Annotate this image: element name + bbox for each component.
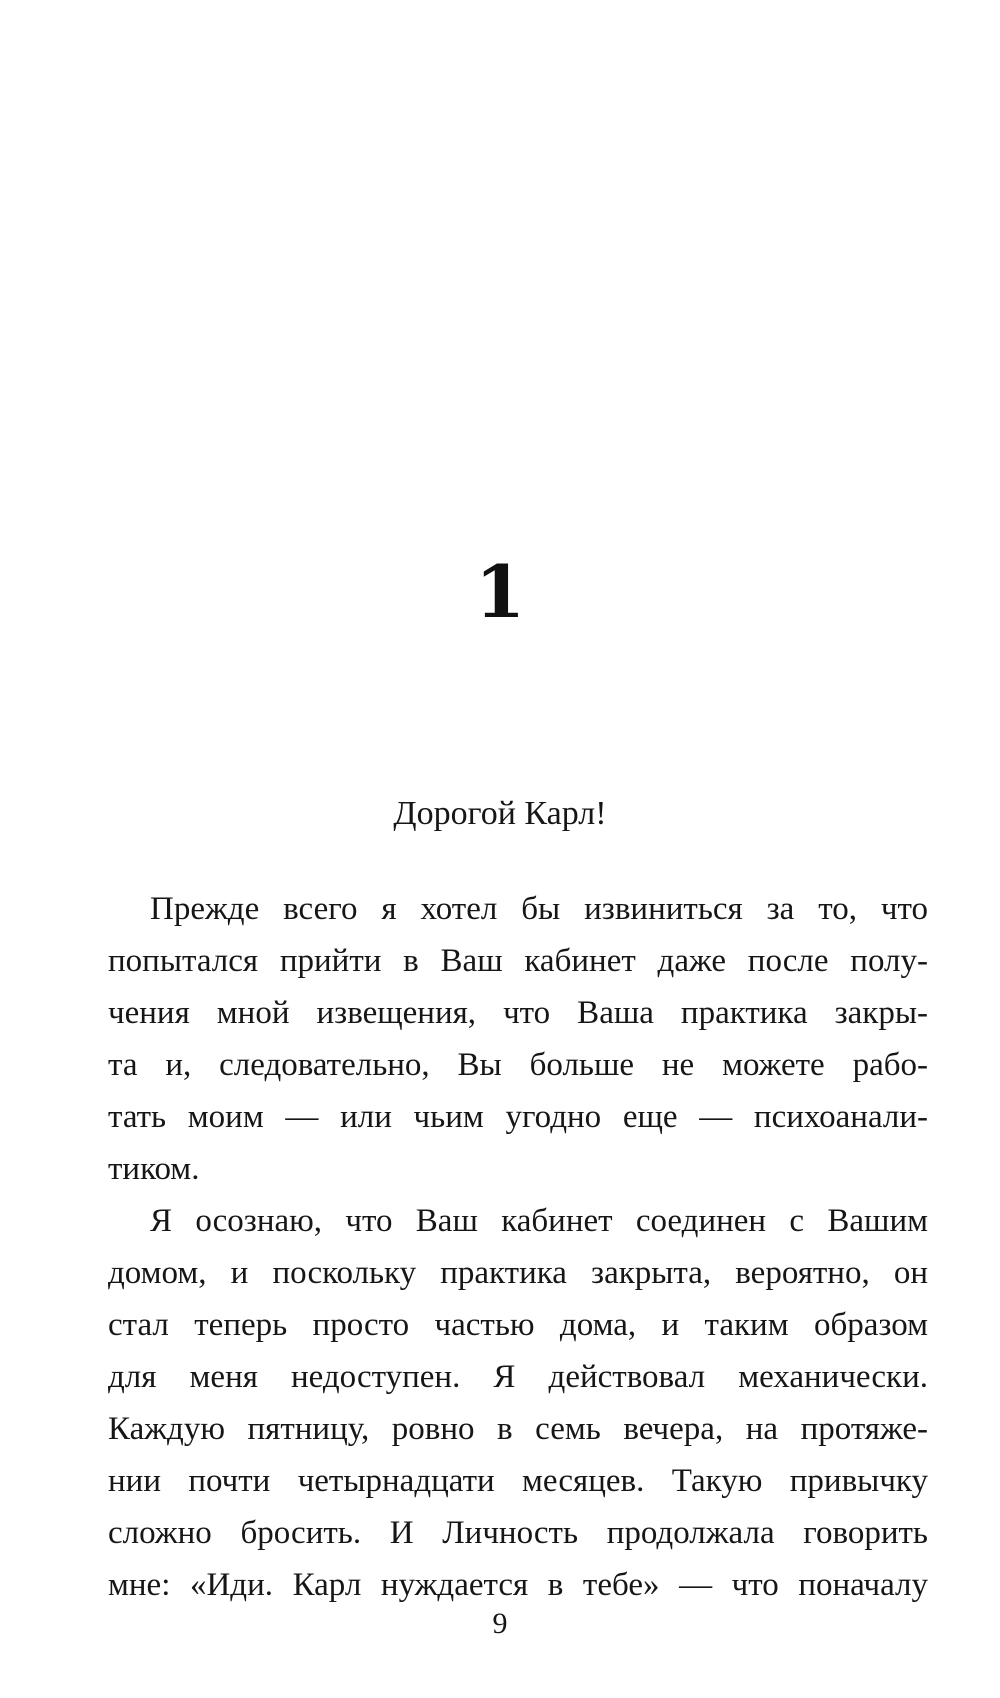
text-line: Я осознаю, что Ваш кабинет соединен с Вашим	[150, 1203, 928, 1239]
text-line: мне: «Иди. Карл нуждается в тебе» — что поначалу	[108, 1567, 928, 1603]
text-line: тиком.	[108, 1151, 200, 1187]
text-line: тать моим — или чьим угодно еще — психоанали-	[108, 1099, 928, 1135]
text-line: для меня недоступен. Я действовал механически.	[108, 1359, 928, 1395]
text-line: попытался прийти в Ваш кабинет даже после полу-	[108, 943, 928, 979]
text-line: Каждую пятницу, ровно в семь вечера, на протяже-	[108, 1411, 928, 1447]
page-number: 9	[492, 1607, 508, 1640]
text-line: нии почти четырнадцати месяцев. Такую привычку	[108, 1463, 928, 1499]
letter-body	[108, 883, 928, 1611]
text-line: стал теперь просто частью дома, и таким образом	[108, 1307, 928, 1343]
text-line: Прежде всего я хотел бы извиниться за то, что	[150, 891, 928, 927]
letter-salutation: Дорогой Карл!	[393, 795, 607, 832]
text-line: чения мной извещения, что Ваша практика закры-	[108, 995, 928, 1031]
text-line: домом, и поскольку практика закрыта, вероятно, он	[108, 1255, 928, 1291]
chapter-number: 1	[474, 549, 526, 634]
text-line: сложно бросить. И Личность продолжала говорить	[108, 1515, 928, 1551]
text-line: та и, следовательно, Вы больше не можете рабо-	[108, 1047, 928, 1083]
